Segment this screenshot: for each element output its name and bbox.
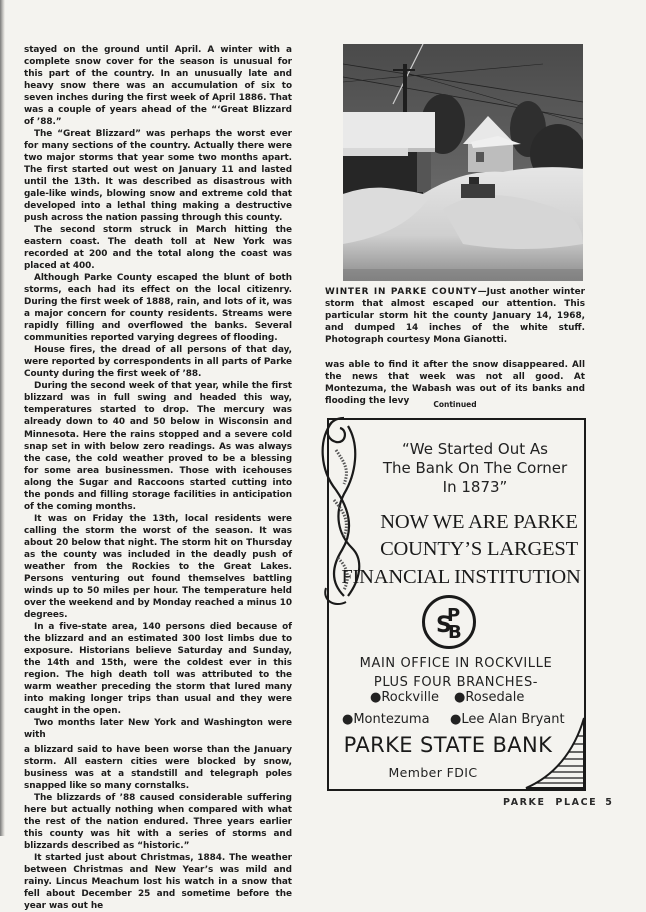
page-folio xyxy=(503,797,613,808)
caption-body: —Just another winter storm that almost escaped our attention. This particular storm hit the county January 14, 1968, and dumped 14 inches of the white stuff. Photograph courtesy Mona Gianotti. xyxy=(325,287,585,345)
bank-logo-icon xyxy=(421,594,477,650)
branch-rockville: ●Rockville xyxy=(370,690,439,705)
publication-name: PARKE PLACE xyxy=(503,797,598,808)
svg-text:P: P xyxy=(447,605,461,626)
article-continuation: was able to find it after the snow disappeared. All the news that week was not all good. At Montezuma, the Wabash was out of its banks and flooding the levy xyxy=(325,360,585,406)
ad-headline-line: NOW WE ARE PARKE xyxy=(380,511,578,533)
article-paragraph: During the second week of that year, while the first blizzard was in full swing and headed this way, temperatures started to drop. The mercury was already down to 40 and 50 below in Wisconsin and Minnesota. Here the rains stopped and a severe cold snap set in with below zero readings. As was always the case, the cold weather proved to be a blessing for some area businessmen. Those with icehouses along the Sugar and Raccoons started cutting into the ponds and filling storage facilities in anticipation of the coming months. xyxy=(24,381,292,512)
article-paragraph: The second storm struck in March hitting the eastern coast. The death toll at New York was recorded at 200 and the total along the coast was placed at 400. xyxy=(24,225,292,272)
branch-rosedale: ●Rosedale xyxy=(454,690,525,705)
article-paragraph: It was on Friday the 13th, local residents were calling the storm the worst of the season. It was about 20 below that night. The storm hit on Thursday as the county was included in the deadly push of weather from the Rockies to the Great Lakes. Persons venturing out found themselves battling winds up to 50 miles per hour. The temperature held over the weekend and by Monday reached a minus 10 degrees. xyxy=(24,513,292,620)
article-paragraph: House fires, the dread of all persons of that day, were reported by correspondents in all parts of Parke County during the first week of ’88. xyxy=(24,345,292,380)
bank-name: PARKE STATE BANK xyxy=(343,733,553,757)
article-paragraph: In a five-state area, 140 persons died because of the blizzard and an estimated 300 lost limbs due to exposure. Historians believe Saturday and Sunday, the 14th and 15th, were the coldest ever in this region. The high death toll was attributed to the warm weather preceding the storm that lured many into making longer trips than usual and they were caught in the open. xyxy=(24,621,292,716)
office-line: PLUS FOUR BRANCHES- xyxy=(373,675,539,690)
ad-slogan-line: “We Started Out As xyxy=(402,440,548,458)
binding-shadow xyxy=(0,0,5,836)
branch-lee-alan-bryant: ●Lee Alan Bryant xyxy=(450,712,565,727)
article-paragraph: Although Parke County escaped the blunt of both storms, each had its effect on the local citizenry. During the first week of 1888, rain, and lots of it, was a major concern for county residents. Streams were rapidly filling and overflowed the banks. Several communities reported varying degrees of flooding. xyxy=(24,273,292,344)
ad-headline-line: COUNTY’S LARGEST xyxy=(380,538,578,560)
page-number: 5 xyxy=(605,797,614,808)
ad-office-info xyxy=(330,654,582,692)
snow-scene-image xyxy=(343,44,583,281)
article-paragraph: The blizzards of ’88 caused considerable suffering here but actually nothing when compared with what the rest of the nation endured. Three years earlier this county was hit with a series of storms and blizzards described as “historic.” xyxy=(24,792,292,852)
continued-label: Continued xyxy=(433,400,477,409)
winter-photograph xyxy=(343,44,583,281)
caption-heading: WINTER IN PARKE COUNTY xyxy=(325,287,478,297)
article-column-left xyxy=(24,44,292,912)
article-paragraph: stayed on the ground until April. A winter with a complete snow cover for the season is unusual for this part of the country. In an unusually late and heavy snow there was an accumulation of six to seven inches during the first week of April 1886. That was a couple of years ahead of the “‘Great Blizzard of ’88.” xyxy=(24,45,292,128)
member-fdic: Member FDIC xyxy=(388,765,478,780)
ad-slogan xyxy=(370,440,580,497)
corner-wedge-ornament xyxy=(524,716,586,790)
svg-text:B: B xyxy=(448,622,462,643)
branch-montezuma: ●Montezuma xyxy=(342,712,430,727)
article-paragraph: The “Great Blizzard” was perhaps the worst ever for many sections of the country. Actually there were two major storms that year some two months apart. The first started out west on January 11 and lasted until the 13th. It was described as disastrous with gale-like winds, blowing snow and extreme cold that developed into a lethal thing making a destructive push across the nation passing through this county. xyxy=(24,129,292,224)
office-line: MAIN OFFICE IN ROCKVILLE xyxy=(359,656,553,671)
ad-slogan-line: The Bank On The Corner xyxy=(382,459,568,477)
photo-caption xyxy=(325,286,585,346)
ad-headline-line: FINANCIAL INSTITUTION xyxy=(341,566,581,588)
article-paragraph: It started just about Christmas, 1884. The weather between Christmas and New Year’s was mild and rainy. Lincus Meachum lost his watch in a snow that fell about December 25 and sometime before the year was out he xyxy=(24,853,292,912)
svg-text:S: S xyxy=(436,613,452,638)
article-paragraph: Two months later New York and Washington were with xyxy=(24,717,292,740)
article-paragraph: a blizzard said to have been worse than the January storm. All eastern cities were blocked by snow, business was at a standstill and telegraph poles snapped like so many cornstalks. xyxy=(24,744,292,791)
ad-slogan-line: In 1873” xyxy=(442,478,508,496)
